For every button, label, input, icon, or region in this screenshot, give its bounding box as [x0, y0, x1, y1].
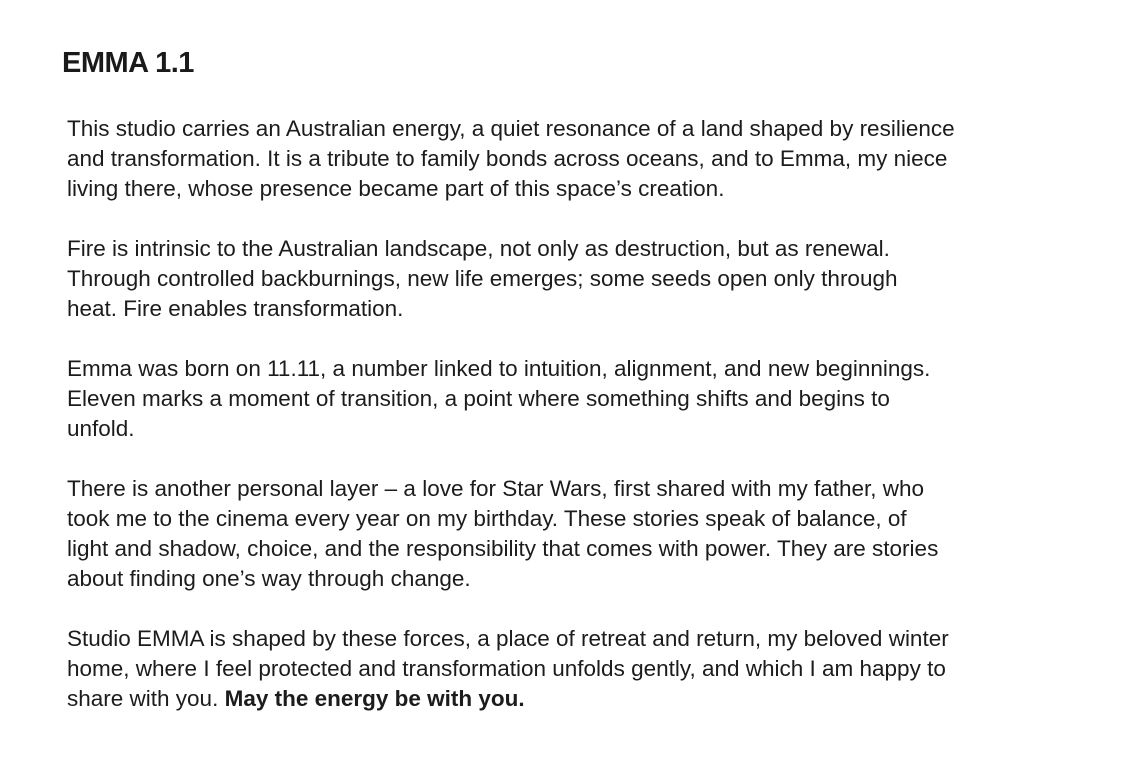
- closing-text: share with you.: [67, 686, 225, 711]
- paragraph-australian-energy: [67, 114, 1097, 204]
- document-body: [67, 114, 1097, 714]
- text-line: living there, whose presence became part of this space’s creation.: [67, 176, 725, 201]
- text-line: about finding one’s way through change.: [67, 566, 471, 591]
- text-line: Fire is intrinsic to the Australian landscape, not only as destruction, but as renewal.: [67, 236, 890, 261]
- paragraph-eleven: [67, 354, 1097, 444]
- text-line: This studio carries an Australian energy, a quiet resonance of a land shaped by resilience: [67, 116, 955, 141]
- paragraph-studio-emma: [67, 624, 1097, 714]
- text-line: light and shadow, choice, and the responsibility that comes with power. They are stories: [67, 536, 939, 561]
- text-line: and transformation. It is a tribute to family bonds across oceans, and to Emma, my niece: [67, 146, 948, 171]
- text-line: took me to the cinema every year on my birthday. These stories speak of balance, of: [67, 506, 907, 531]
- text-line: There is another personal layer – a love for Star Wars, first shared with my father, who: [67, 476, 925, 501]
- text-line: home, where I feel protected and transformation unfolds gently, and which I am happy to: [67, 656, 946, 681]
- text-line: Eleven marks a moment of transition, a point where something shifts and begins to: [67, 386, 890, 411]
- text-line-final: [67, 684, 1097, 714]
- text-line: Studio EMMA is shaped by these forces, a place of retreat and return, my beloved winter: [67, 626, 949, 651]
- text-line: Through controlled backburnings, new life emerges; some seeds open only through: [67, 266, 898, 291]
- text-line: Emma was born on 11.11, a number linked to intuition, alignment, and new beginnings.: [67, 356, 931, 381]
- text-line: heat. Fire enables transformation.: [67, 296, 404, 321]
- paragraph-star-wars: [67, 474, 1097, 594]
- closing-motto: May the energy be with you.: [224, 686, 525, 711]
- paragraph-fire: [67, 234, 1097, 324]
- page-title: EMMA 1.1: [62, 47, 194, 79]
- text-line: unfold.: [67, 416, 135, 441]
